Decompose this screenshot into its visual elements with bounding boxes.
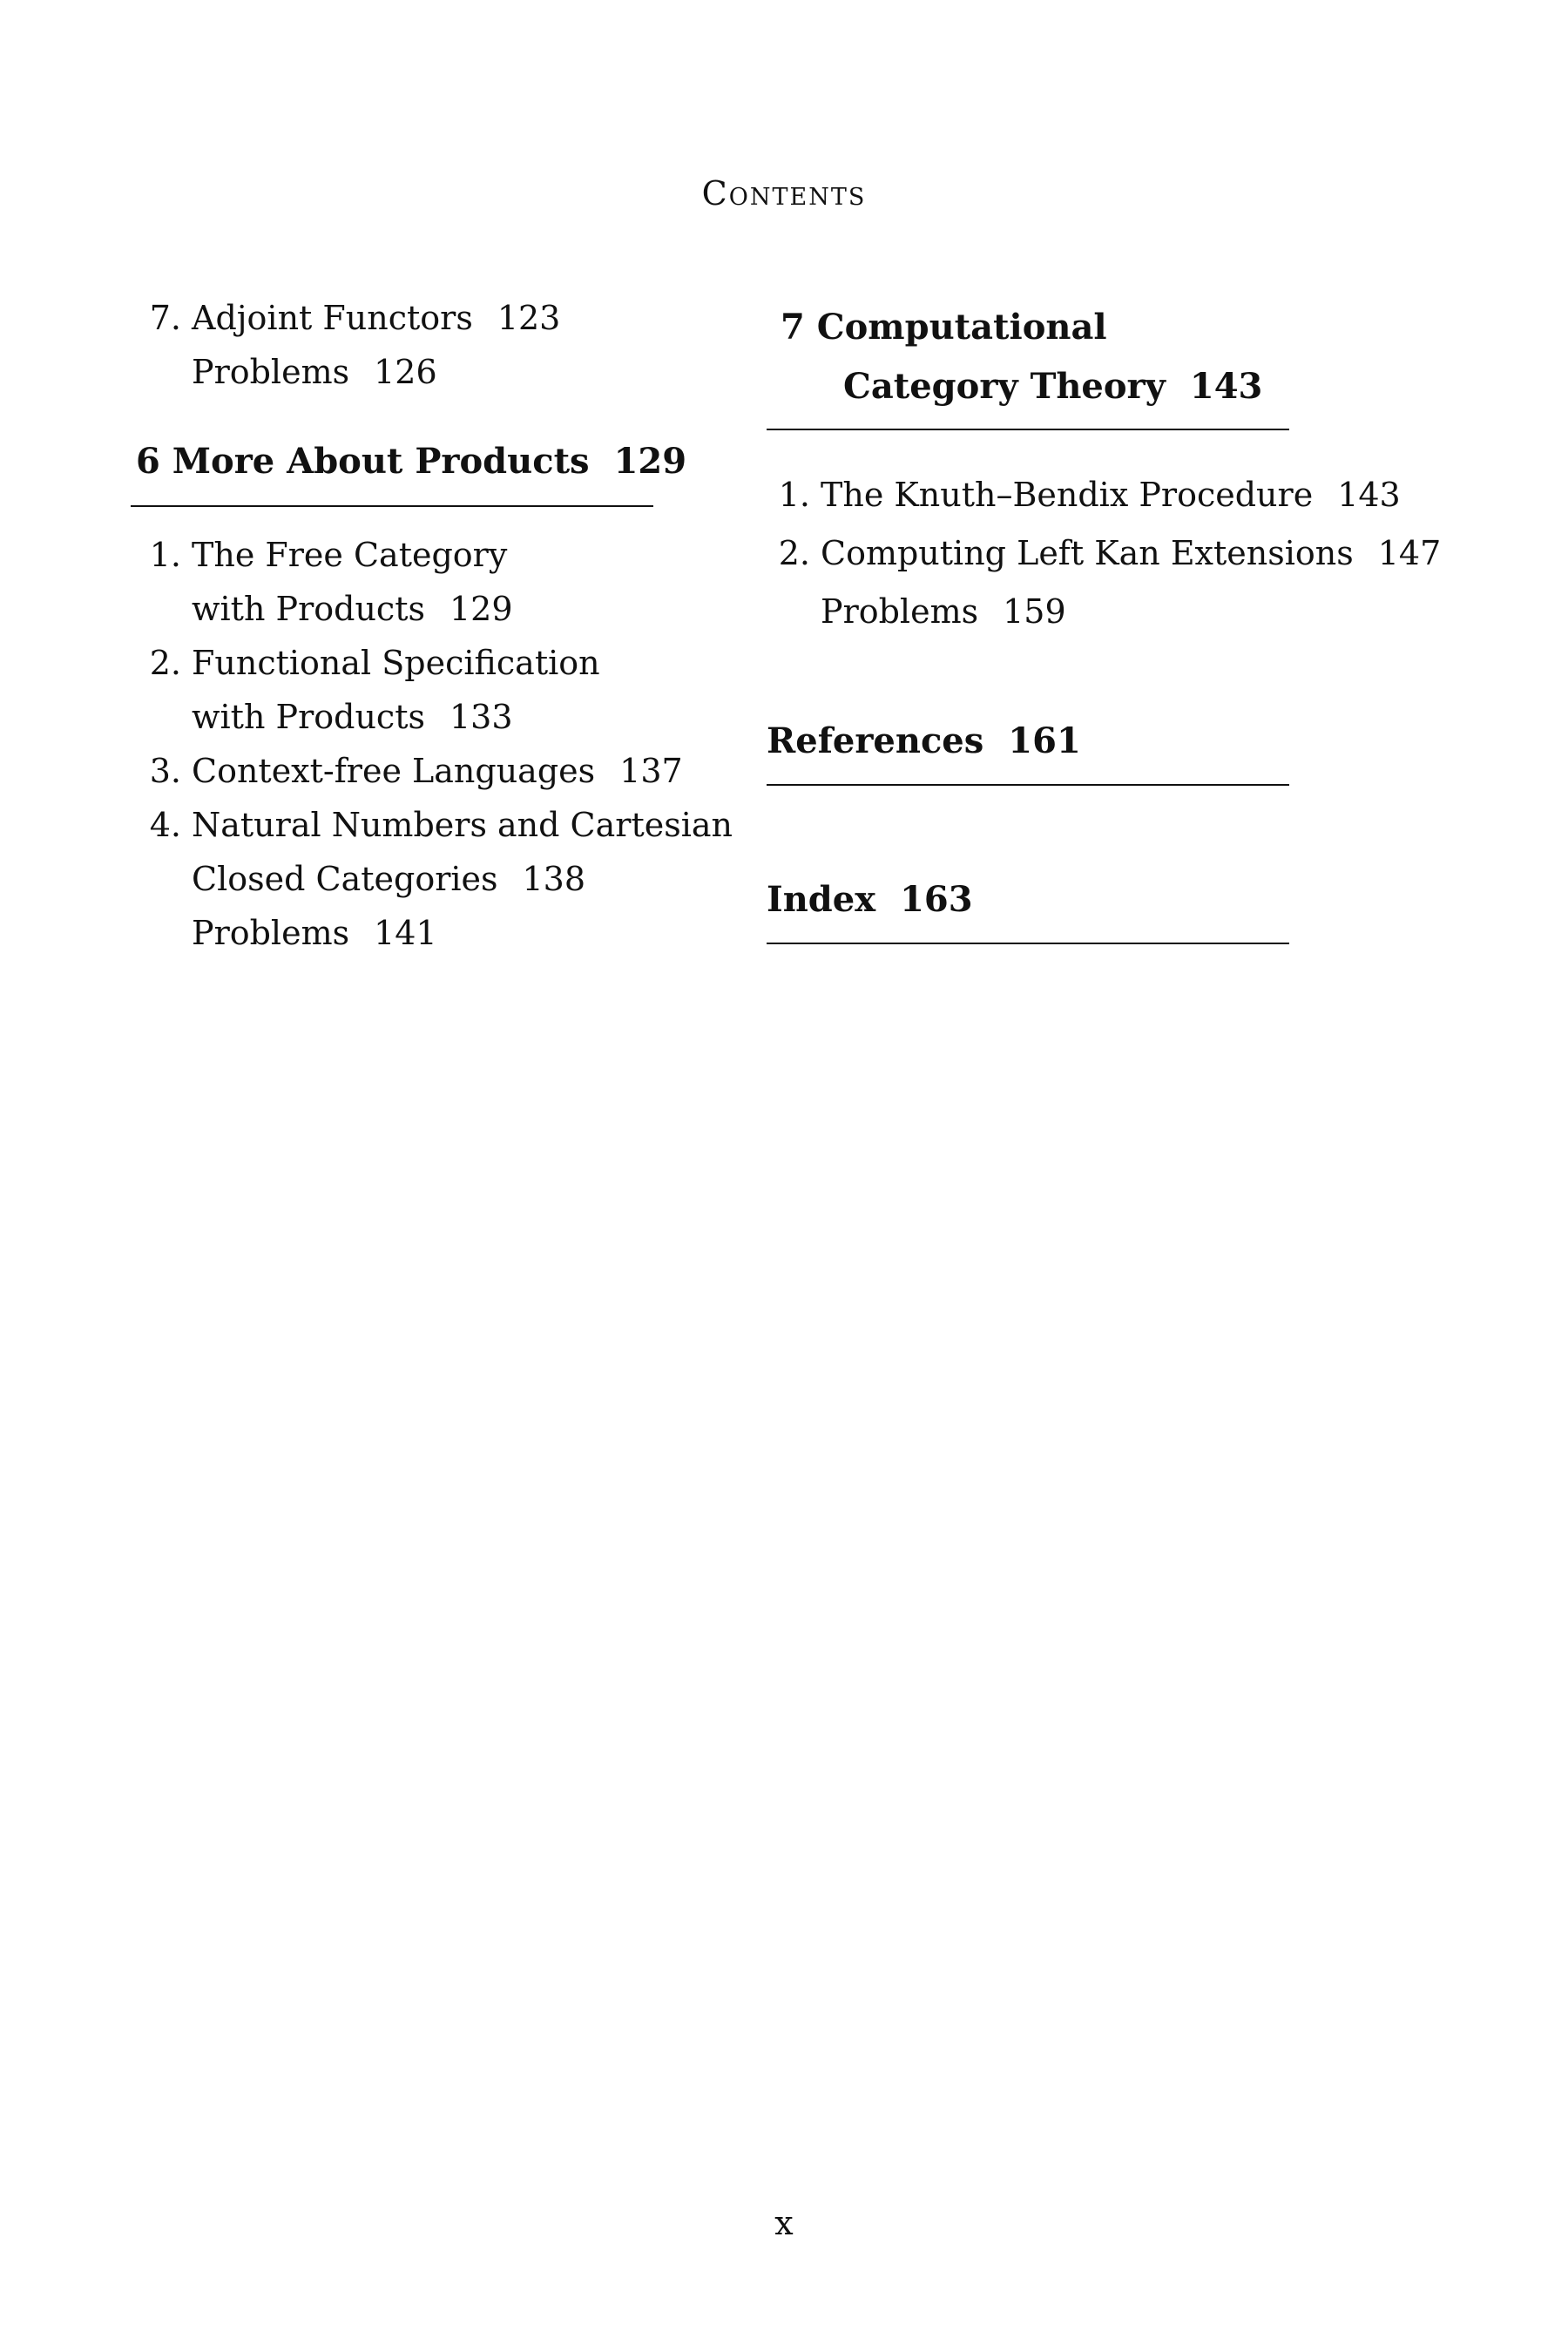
entry-number: 7. bbox=[149, 299, 181, 337]
entry-page: 141 bbox=[374, 914, 437, 952]
entry-page: 138 bbox=[522, 860, 586, 898]
toc-entry[interactable] bbox=[131, 582, 513, 636]
references-title: References bbox=[767, 720, 984, 761]
toc-entry[interactable] bbox=[131, 636, 600, 690]
entry-page: 143 bbox=[1337, 476, 1401, 514]
entry-number: 4. bbox=[149, 806, 181, 844]
entry-page: 123 bbox=[497, 299, 561, 337]
entry-title: Closed Categories bbox=[192, 860, 498, 898]
chapter-title: 6 More About Products bbox=[136, 441, 590, 482]
chapter-title: 7 Computational bbox=[781, 307, 1107, 348]
chapter-rule bbox=[131, 505, 653, 507]
toc-entry[interactable] bbox=[131, 528, 507, 582]
entry-title: Computing Left Kan Extensions bbox=[821, 534, 1354, 572]
chapter-rule bbox=[767, 429, 1289, 430]
entry-title: Adjoint Functors bbox=[192, 299, 473, 337]
entry-number: 1. bbox=[778, 476, 810, 514]
entry-title: Problems bbox=[821, 592, 979, 631]
entry-title: Context-free Languages bbox=[192, 752, 596, 790]
entry-title: Problems bbox=[192, 353, 350, 391]
chapter-title: Category Theory bbox=[843, 366, 1166, 407]
entry-page: 137 bbox=[619, 752, 683, 790]
entry-title: Functional Specification bbox=[192, 644, 600, 682]
toc-entry[interactable] bbox=[131, 345, 437, 399]
chapter-heading[interactable] bbox=[781, 299, 1107, 356]
toc-entry[interactable] bbox=[131, 852, 585, 906]
entry-page: 133 bbox=[449, 698, 513, 736]
entry-number: 3. bbox=[149, 752, 181, 790]
chapter-heading-continued[interactable] bbox=[843, 358, 1262, 416]
toc-entry[interactable] bbox=[760, 585, 1066, 639]
entry-page: 147 bbox=[1377, 534, 1442, 572]
references-rule bbox=[767, 784, 1289, 786]
toc-entry[interactable] bbox=[760, 526, 1441, 580]
index-title: Index bbox=[767, 879, 876, 920]
references-page: 161 bbox=[1008, 720, 1081, 761]
entry-title: Problems bbox=[192, 914, 350, 952]
toc-entry[interactable] bbox=[131, 291, 560, 345]
toc-entry[interactable] bbox=[131, 690, 513, 744]
toc-entry[interactable] bbox=[760, 468, 1401, 522]
entry-page: 159 bbox=[1003, 592, 1066, 631]
entry-page: 126 bbox=[374, 353, 437, 391]
entry-title: with Products bbox=[192, 590, 425, 628]
toc-entry[interactable] bbox=[131, 906, 437, 960]
entry-number: 2. bbox=[778, 534, 810, 572]
chapter-page: 143 bbox=[1189, 366, 1263, 407]
chapter-page: 129 bbox=[613, 441, 687, 482]
page-number: x bbox=[774, 2204, 794, 2242]
chapter-heading[interactable] bbox=[136, 433, 686, 490]
index-rule bbox=[767, 943, 1289, 944]
entry-number: 2. bbox=[149, 644, 181, 682]
entry-title: Natural Numbers and Cartesian bbox=[192, 806, 733, 844]
entry-title: The Free Category bbox=[192, 536, 508, 574]
index-heading[interactable] bbox=[767, 871, 973, 929]
entry-title: with Products bbox=[192, 698, 425, 736]
toc-entry[interactable] bbox=[131, 798, 733, 852]
entry-title: The Knuth–Bendix Procedure bbox=[821, 476, 1314, 514]
page-title: Contents bbox=[701, 174, 867, 213]
references-heading[interactable] bbox=[767, 713, 1081, 770]
index-page: 163 bbox=[900, 879, 973, 920]
toc-entry[interactable] bbox=[131, 744, 683, 798]
entry-number: 1. bbox=[149, 536, 181, 574]
entry-page: 129 bbox=[449, 590, 513, 628]
